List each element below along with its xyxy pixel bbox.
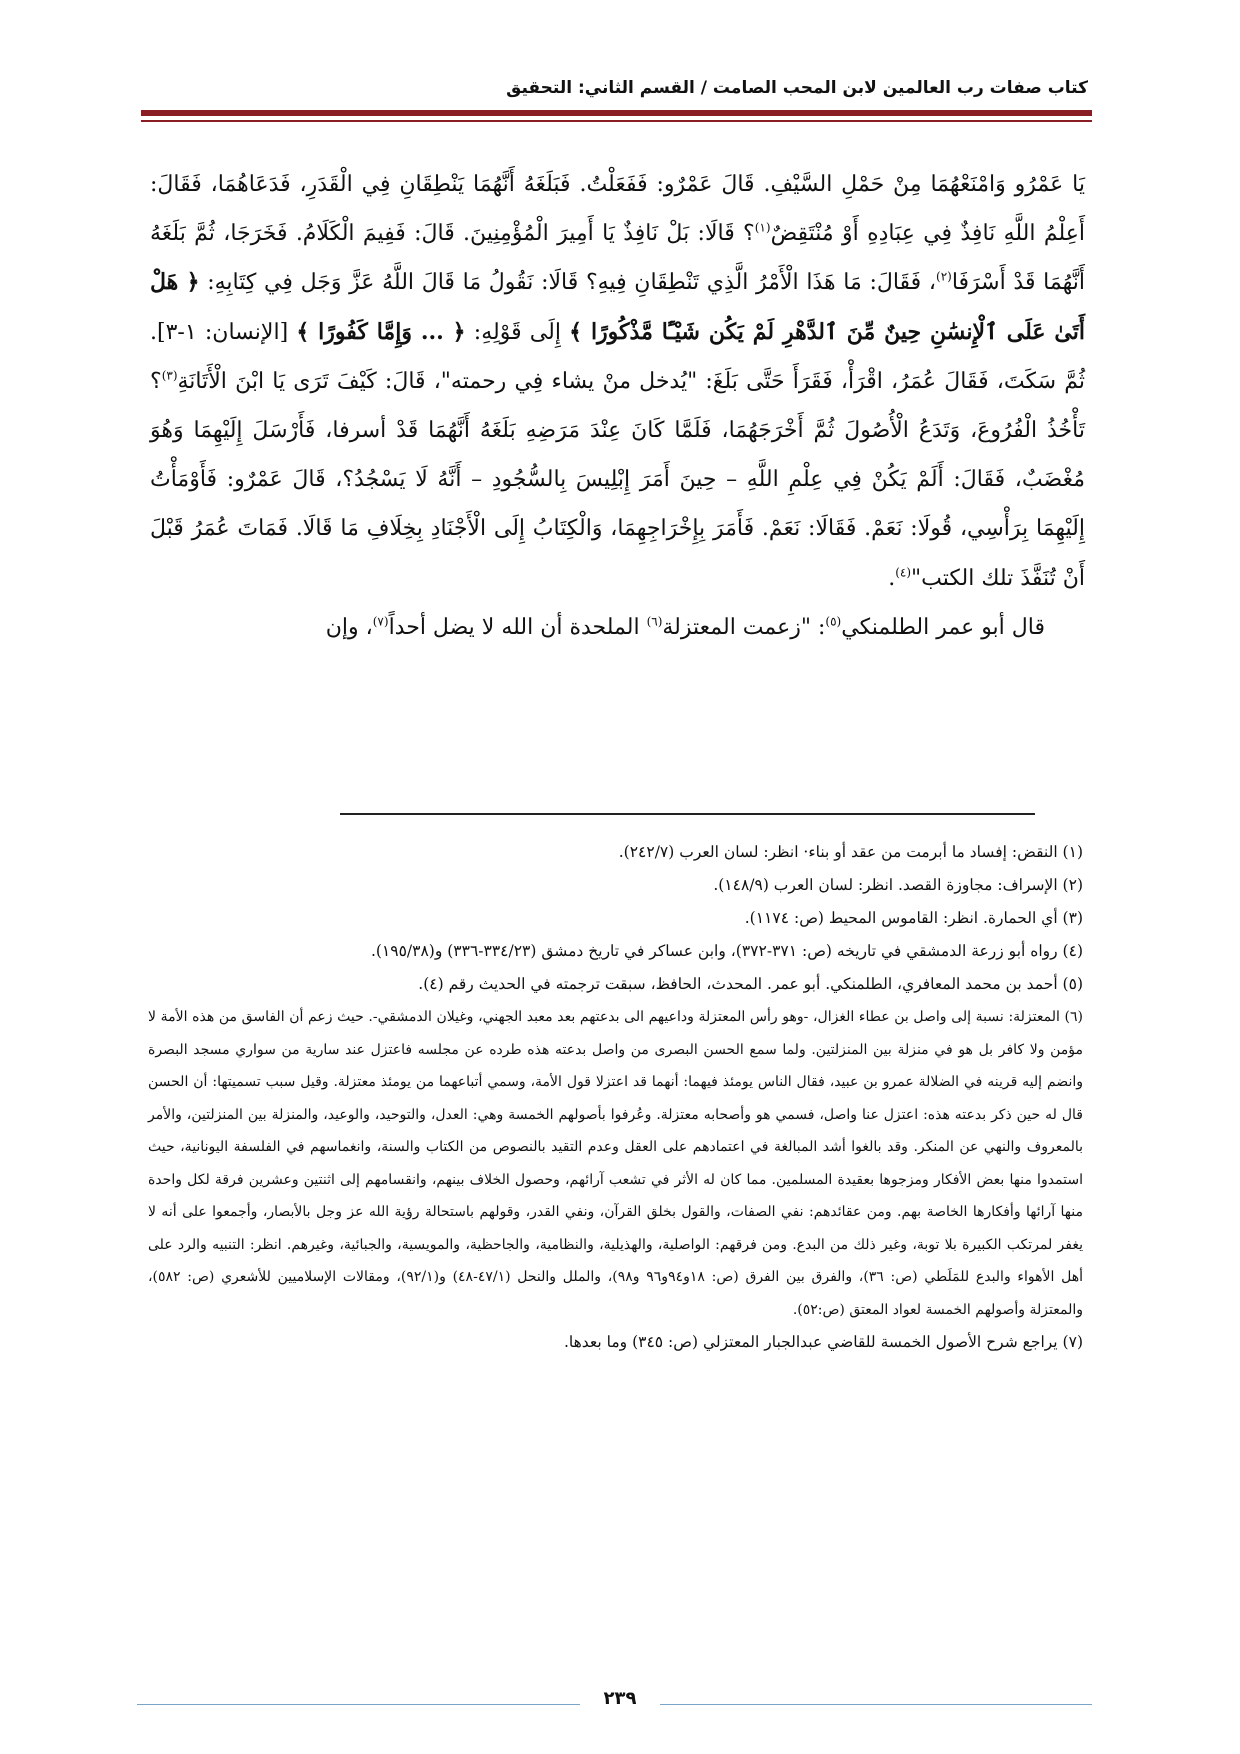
footnote-ref: (١) [754, 220, 771, 235]
page-number: ٢٣٩ [580, 1688, 660, 1709]
quran-verse: ﴿ هَلْ أَتَىٰ عَلَى ٱلْإِنسَٰنِ حِينٌ مِّنَ ٱلدَّهْرِ لَمْ يَكُن شَيْـًٔا مَّذْكُورًا ﴾ [150, 269, 1085, 345]
text-run: [الإنسان: ١-٣]. ثُمَّ سَكَتَ، فَقَالَ عُمَرُ، اقْرَأْ، فَقَرَأَ حَتَّى بَلَغَ: "يُدخل منْ يشاء فِي رحمته"، قَالَ: كَيْفَ تَرَى يَا ابْنَ الْأَتَانَةِ [150, 319, 1085, 394]
footnote-6: (٦) المعتزلة: نسبة إلى واصل بن عطاء الغزال، -وهو رأس المعتزلة وداعيهم الى بدعتهم بعد معبد الجهني، وغيلان الدمشقي-. حيث زعم أن الفاسق من هذه الأمة لا مؤمن ولا كافر بل هو في منزلة بين المنزلتين. ولما سمع الحسن البصرى من واصل بدعته هذه طرده عن مجلسه فاعتزل عند سارية من سواري مسجد البصرة وانضم إليه قرينه في الضلالة عمرو بن عبيد، فقال الناس يومئذ فيهما: أنهما قد اعتزلا قول الأمة، وسمي أتباعهما من يومئذ معتزلة. وقيل سبب تسميتها: أن الحسن قال له حين ذكر بدعته هذه: اعتزل عنا واصل، فسمي هو وأصحابه معتزلة. وعُرفوا بأصولهم الخمسة وهي: العدل، والتوحيد، والوعيد، والمنزلة بين المنزلتين، والأمر بالمعروف والنهي عن المنكر. وقد بالغوا أشد المبالغة في اعتمادهم على العقل وعدم التقيد بالنصوص من الكتاب والسنة، وانغماسهم في الفلسفة اليونانية، حيث استمدوا منها بعض الأفكار ومزجوها بعقيدة المسلمين. مما كان له الأثر في تشعب آرائهم، وحصول الخلاف بينهم، وانقسامهم إلى اثنتين وعشرين فرقة لكل واحدة منها آرائها وأفكارها الخاصة بهم. ومن عقائدهم: نفي الصفات، والقول بخلق القرآن، ونفي القدر، وقولهم باستحالة رؤية الله عز وجل بالأبصار، وأجمعوا على أنه لا يغفر لمرتكب الكبيرة بلا توبة، وغير ذلك من البدع. ومن فرقهم: الواصلية، والهذيلية، والنظامية، والجاحظية، والمويسية، والجبائية، وغيرهم. انظر: التنبيه والرد على أهل الأهواء والبدع للمَلَطي (ص: ٣٦)، والفرق بين الفرق (ص: ١٨و٩٤و٩٦ و٩٨)، والملل والنحل (٤٧/١-٤٨) و(٩٢/١)، ومقالات الإسلاميين للأشعري (ص: ٥٨٢)، والمعتزلة وأصولهم الخمسة لعواد المعتق (ص:٥٢). [148, 1009, 1083, 1318]
main-text [150, 160, 1085, 652]
text-run: ؟ تَأْخُذُ الْفُرُوعَ، وَتَدَعُ الْأُصُولَ ثُمَّ أَخْرَجَهُمَا، فَلَمَّا كَانَ عِنْدَ مَرَضِهِ بَلَغَهُ أَنَّهُمَا قَدْ أسرفا، فَأَرْسَلَ إِلَيْهِمَا وَهُوَ مُغْضَبٌ، فَقَالَ: أَلَمْ يَكُنْ فِي عِلْمِ اللَّهِ – حِينَ أَمَرَ إِبْلِيسَ بِالسُّجُودِ – أَنَّهُ لَا يَسْجُدُ؟، قَالَ عَمْرٌو: فَأَوْمَأْتُ إِلَيْهِمَا بِرَأْسِي، قُولَا: نَعَمْ. فَقَالَا: نَعَمْ. فَأَمَرَ بِإِخْرَاجِهِمَا، وَالْكِتَابُ إِلَى الْأَجْنَادِ بِخِلَافِ مَا قَالَا. فَمَاتَ عُمَرُ قَبْلَ أَنْ تُنَفَّذَ تلك الكتب" [150, 368, 1085, 591]
text-run: يَا عَمْرُو وَامْنَعْهُمَا مِنْ حَمْلِ السَّيْفِ. قَالَ عَمْرٌو: فَفَعَلْتُ. فَبَلَغَهُ أَنَّهُمَا يَنْطِقَانِ فِي الْقَدَرِ، فَدَعَاهُمَا، فَقَالَ: أَعِلْمُ اللَّهِ نَافِذٌ فِي عِبَادِهِ أَوْ مُنْتَقِضٌ [150, 172, 1085, 247]
footnote-ref: (٢) [936, 270, 952, 285]
body-paragraph [150, 603, 1085, 652]
text-run: إِلَى قَوْلِهِ: [465, 319, 570, 345]
text-run: قال أبو عمر الطلمنكي [841, 614, 1045, 640]
footnote-4: (٤) رواه أبو زرعة الدمشقي في تاريخه (ص: ٣٧١-٣٧٢)، وابن عساكر في تاريخ دمشق (٣٣٤/٢٣-٣٣٦) و(١٩٥/٣٨). [370, 942, 1083, 960]
running-header-title: كتاب صفات رب العالمين لابن المحب الصامت / القسم الثاني: التحقيق [506, 78, 1088, 98]
footnote-5: (٥) أحمد بن محمد المعافري، الطلمنكي. أبو عمر. المحدث، الحافظ، سبقت ترجمته في الحديث رقم (٤). [418, 975, 1083, 993]
header-rule-thin [141, 120, 1092, 122]
text-run: ، وإن [325, 614, 373, 640]
footnote-ref: (٣) [161, 368, 178, 383]
body-paragraph [150, 160, 1085, 603]
footnotes-section [148, 836, 1083, 1359]
footnote-separator [340, 813, 1035, 815]
footnote-ref: (٤) [895, 565, 912, 580]
footnote-3: (٣) أي الحمارة. انظر: القاموس المحيط (ص: ١١٧٤). [744, 909, 1083, 927]
text-run: : "زعمت المعتزلة [662, 614, 826, 640]
quran-verse: ﴿ ... وَإِمَّا كَفُورًا ﴾ [296, 318, 466, 345]
footnote-ref: (٦) [646, 614, 663, 629]
footnote-ref: (٥) [825, 614, 842, 629]
footnote-ref: (٧) [372, 614, 389, 629]
text-run: ؟ قَالَا: بَلْ نَافِذٌ يَا أَمِيرَ الْمُؤْمِنِينَ. قَالَ: فَفِيمَ الْكَلَامُ. فَخَرَجَا، ثُمَّ بَلَغَهُ أَنَّهُمَا قَدْ أَسْرَفَا [150, 221, 1085, 296]
footnote-7: (٧) يراجع شرح الأصول الخمسة للقاضي عبدالجبار المعتزلي (ص: ٣٤٥) وما بعدها. [563, 1333, 1083, 1351]
text-run: الملحدة أن الله لا يضل أحداً [388, 614, 647, 640]
header-rule-thick [141, 110, 1092, 116]
footnote-1: (١) النقض: إفساد ما أبرمت من عقد أو بناء· انظر: لسان العرب (٢٤٢/٧). [618, 843, 1083, 861]
text-run: ، فَقَالَ: مَا هَذَا الْأَمْرُ الَّذِي تَنْطِقَانِ فِيهِ؟ قَالَا: نَقُولُ مَا قَالَ اللَّهُ عَزَّ وَجَل فِي كِتَابِهِ: [199, 270, 936, 296]
text-run: . [888, 565, 896, 591]
footnote-2: (٢) الإسراف: مجاوزة القصد. انظر: لسان العرب (١٤٨/٩). [713, 876, 1083, 894]
